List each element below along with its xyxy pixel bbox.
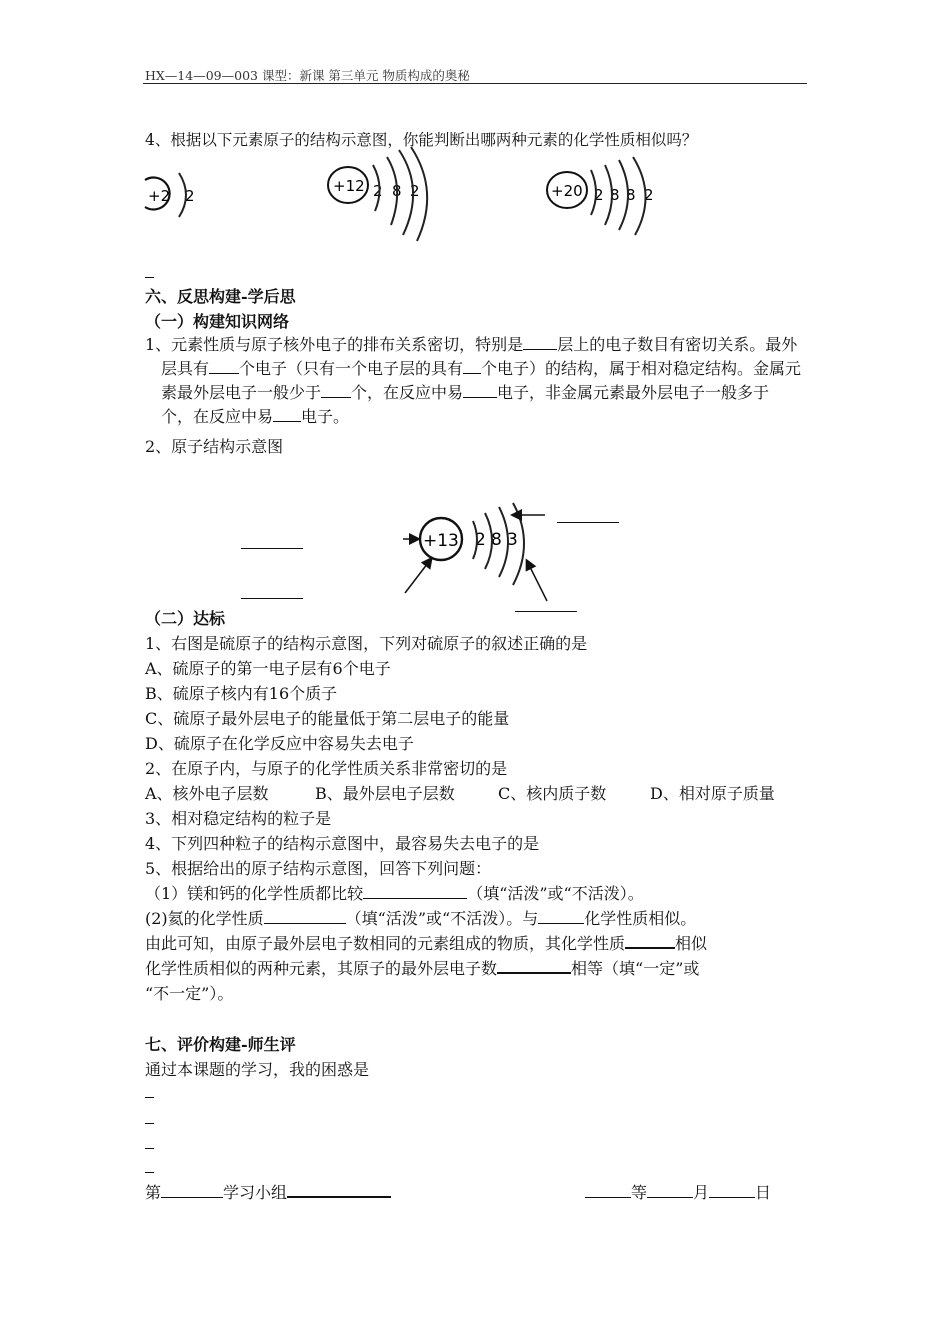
footer-group: 第 学习小组 xyxy=(145,1180,391,1205)
fill-blank[interactable] xyxy=(209,359,239,374)
q1-option-b[interactable]: B、硫原子核内有16个质子 xyxy=(145,684,338,703)
fill-blank[interactable] xyxy=(585,1183,631,1198)
section6-sub1: （一）构建知识网络 xyxy=(145,312,290,331)
q5-part2: (2)氦的化学性质 （填“活泼”或“不活泼）。与 化学性质相似。 xyxy=(145,909,697,928)
shell-count: 2 xyxy=(594,186,604,204)
section6-sub2: （二）达标 xyxy=(145,609,226,628)
q2-option-b[interactable]: B、最外层电子层数 xyxy=(315,784,455,803)
q4-text: 4、根据以下元素原子的结构示意图，你能判断出哪两种元素的化学性质相似吗？ xyxy=(145,131,698,149)
atom-diagram-magnesium xyxy=(328,147,427,241)
knowledge-item-2: 2、原子结构示意图 xyxy=(145,437,284,456)
target-q3: 3、相对稳定结构的粒子是 xyxy=(145,809,332,828)
shell-count: 2 xyxy=(475,530,486,550)
page-header: HX—14—09—003 课型：新课 第三单元 物质构成的奥秘 xyxy=(145,68,470,83)
fill-blank[interactable] xyxy=(647,1183,693,1198)
fill-blank[interactable] xyxy=(625,933,675,949)
nucleus-label: +20 xyxy=(551,182,583,200)
target-q4: 4、下列四种粒子的结构示意图中，最容易失去电子的是 xyxy=(145,834,540,853)
section7-prompt: 通过本课题的学习，我的困惑是 xyxy=(145,1060,370,1079)
shell-count: 2 xyxy=(373,182,383,200)
q5-part4: 化学性质相似的两种元素，其原子的最外层电子数 相等（填“一定”或 xyxy=(145,959,700,978)
fill-blank[interactable] xyxy=(363,884,467,899)
target-q5: 5、根据给出的原子结构示意图，回答下列问题： xyxy=(145,859,492,878)
atom-diagram-calcium xyxy=(547,157,654,235)
q5-part3: 由此可知，由原子最外层电子数相同的元素组成的物质，其化学性质 相似 xyxy=(145,934,708,953)
answer-line-mark[interactable] xyxy=(145,1123,154,1124)
fill-blank[interactable] xyxy=(161,1183,223,1198)
shell-count: 8 xyxy=(626,186,636,204)
diagram-answer-blank[interactable] xyxy=(241,548,303,549)
fill-blank[interactable] xyxy=(463,383,497,398)
shell-count: 8 xyxy=(392,182,402,200)
shell-count: 2 xyxy=(185,187,195,205)
fill-blank[interactable] xyxy=(523,335,557,350)
section6-title: 六、反思构建-学后思 xyxy=(145,287,296,306)
shell-count: 8 xyxy=(610,186,620,204)
diagram-answer-blank[interactable] xyxy=(557,522,619,523)
q2-option-a[interactable]: A、核外电子层数 xyxy=(145,784,269,803)
target-q1: 1、右图是硫原子的结构示意图，下列对硫原子的叙述正确的是 xyxy=(145,634,588,653)
q2-option-c[interactable]: C、核内质子数 xyxy=(498,784,607,803)
fill-blank[interactable] xyxy=(538,909,584,924)
shell-count: 8 xyxy=(491,530,502,550)
q5-part1: （1）镁和钙的化学性质都比较 （填“活泼”或“不活泼）。 xyxy=(145,884,644,903)
fill-blank[interactable] xyxy=(264,909,346,924)
answer-line-mark[interactable] xyxy=(145,1097,154,1098)
diagram-answer-blank[interactable] xyxy=(515,611,577,612)
knowledge-item-1: 1、元素性质与原子核外电子的排布关系密切，特别是 层上的电子数目有密切关系。最外 层具有 个电子（只有一个电子层的具有 个电子）的结构，属于相对稳定结构。金属元 素最外层电子一般少于 个，在反应中易 电子，非金属元素最外层电子一般多于 个，在反应中易 电子。 xyxy=(145,335,802,426)
header-rule xyxy=(143,83,807,84)
q2-option-d[interactable]: D、相对原子质量 xyxy=(650,784,775,803)
shell-count: 2 xyxy=(410,182,420,200)
nucleus-label: +13 xyxy=(423,531,459,551)
fill-blank[interactable] xyxy=(273,407,301,422)
q1-option-a[interactable]: A、硫原子的第一电子层有6个电子 xyxy=(145,659,391,678)
fill-blank[interactable] xyxy=(709,1183,755,1198)
target-q2: 2、在原子内，与原子的化学性质关系非常密切的是 xyxy=(145,759,508,778)
fill-blank[interactable] xyxy=(463,359,481,374)
nucleus-label: +12 xyxy=(333,177,365,195)
answer-line-mark[interactable] xyxy=(145,1172,154,1173)
diagram-answer-blank[interactable] xyxy=(241,598,303,599)
fill-blank[interactable] xyxy=(321,383,351,398)
q4-atom-diagrams xyxy=(135,145,695,245)
fill-blank[interactable] xyxy=(287,1182,391,1198)
blank-mark xyxy=(145,277,154,278)
shell-count: 3 xyxy=(507,530,518,550)
q5-part5: “不一定”）。 xyxy=(145,984,234,1003)
q1-option-d[interactable]: D、硫原子在化学反应中容易失去电子 xyxy=(145,734,414,753)
fill-blank[interactable] xyxy=(497,958,571,974)
q1-option-c[interactable]: C、硫原子最外层电子的能量低于第二层电子的能量 xyxy=(145,709,510,728)
nucleus-label: +2 xyxy=(148,187,171,205)
section7-title: 七、评价构建-师生评 xyxy=(145,1035,296,1054)
al-atom-diagram xyxy=(395,495,565,605)
shell-count: 2 xyxy=(644,186,654,204)
answer-line-mark[interactable] xyxy=(145,1148,154,1149)
atom-diagram-helium xyxy=(145,173,195,217)
footer-date: 等 月 日 xyxy=(585,1180,771,1205)
